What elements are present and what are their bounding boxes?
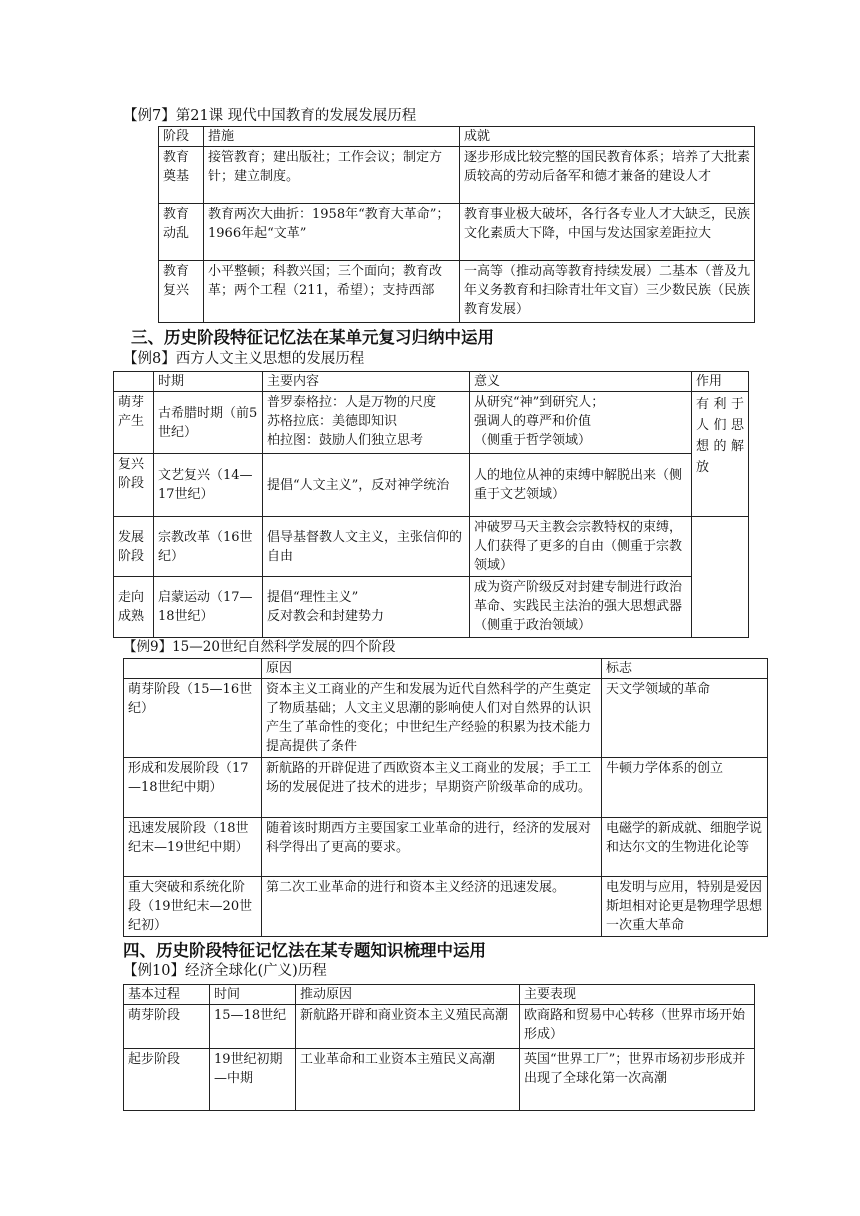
table-row (124, 1049, 755, 1111)
header-cell (124, 659, 262, 679)
example-9-title: 【例9】15—20世纪自然科学发展的四个阶段 (123, 639, 396, 655)
content-cell: 提倡“人文主义”，反对神学统治 (263, 454, 470, 517)
process-cell: 萌芽阶段 (124, 1005, 210, 1049)
cause-cell: 第二次工业革命的进行和资本主义经济的迅速发展。 (262, 877, 602, 937)
table-row (124, 758, 768, 818)
table-row (159, 204, 755, 261)
header-cell: 时间 (210, 985, 296, 1005)
table-header-row (124, 985, 755, 1005)
example-10-title: 【例10】经济全球化(广义)历程 (123, 963, 327, 979)
stage-cell: 重大突破和系统化阶段（19世纪末—20世纪初） (124, 877, 262, 937)
stage-cell: 走向成熟 (114, 577, 154, 638)
performance-cell: 欧商路和贸易中心转移（世界市场开始形成） (520, 1005, 755, 1049)
time-cell: 19世纪初期—中期 (210, 1049, 296, 1111)
header-cell: 推动原因 (296, 985, 520, 1005)
stage-cell: 迅速发展阶段（18世纪末—19世纪中期） (124, 818, 262, 877)
header-cell (114, 372, 154, 392)
header-cell: 成就 (460, 127, 755, 147)
table-row (124, 679, 768, 758)
achievement-cell: 一高等（推动高等教育持续发展）二基本（普及九年义务教育和扫除青壮年文盲）三少数民族（民族教育发展） (460, 261, 755, 323)
milestone-cell: 牛顿力学体系的创立 (602, 758, 768, 818)
humanism-table (113, 371, 749, 638)
period-cell: 文艺复兴（14—17世纪） (154, 454, 263, 517)
content-cell: 普罗泰格拉：人是万物的尺度 苏格拉底：美德即知识 柏拉图：鼓励人们独立思考 (263, 392, 470, 454)
table-header-row (124, 659, 768, 679)
milestone-cell: 电发明与应用，特别是爱因斯坦相对论更是物理学思想一次重大革命 (602, 877, 768, 937)
performance-cell: 英国“世界工厂”；世界市场初步形成并出现了全球化第一次高潮 (520, 1049, 755, 1111)
significance-cell: 从研究“神”到研究人； 强调人的尊严和价值 （侧重于哲学领域） (470, 392, 692, 454)
table-row (114, 392, 749, 454)
cause-cell: 资本主义工商业的产生和发展为近代自然科学的产生奠定了物质基础；人文主义思潮的影响使人们对自然界的认识产生了革命性的变化；中世纪生产经验的积累为技术能力提高提供了条件 (262, 679, 602, 758)
period-cell: 宗教改革（16世纪） (154, 517, 263, 577)
content-cell: 提倡“理性主义” 反对教会和封建势力 (263, 577, 470, 638)
table-header-row (159, 127, 755, 147)
milestone-cell: 天文学领域的革命 (602, 679, 768, 758)
table-row (124, 818, 768, 877)
achievement-cell: 逐步形成比较完整的国民教育体系；培养了大批素质较高的劳动后备军和德才兼备的建设人才 (460, 147, 755, 204)
header-cell: 主要内容 (263, 372, 470, 392)
stage-cell: 形成和发展阶段（17—18世纪中期） (124, 758, 262, 818)
cause-cell: 新航路开辟和商业资本主义殖民高潮 (296, 1005, 520, 1049)
header-cell: 阶段 (159, 127, 204, 147)
table-row (124, 1005, 755, 1049)
header-cell: 措施 (204, 127, 460, 147)
measure-cell: 接管教育；建出版社；工作会议；制定方针；建立制度。 (204, 147, 460, 204)
measure-cell: 小平整顿；科教兴国；三个面向；教育改革；两个工程（211，希望）；支持西部 (204, 261, 460, 323)
header-cell: 标志 (602, 659, 768, 679)
globalization-table (123, 984, 755, 1111)
header-cell: 原因 (262, 659, 602, 679)
section-4-heading: 四、历史阶段特征记忆法在某专题知识梳理中运用 (123, 941, 486, 960)
header-cell: 基本过程 (124, 985, 210, 1005)
significance-cell: 成为资产阶级反对封建专制进行政治革命、实践民主法治的强大思想武器（侧重于政治领域） (470, 577, 692, 638)
time-cell: 15—18世纪 (210, 1005, 296, 1049)
cause-cell: 新航路的开辟促进了西欧资本主义工商业的发展；手工工场的发展促进了技术的进步；早期资产阶级革命的成功。 (262, 758, 602, 818)
example-7-title: 【例7】第21课 现代中国教育的发展发展历程 (123, 108, 417, 124)
table-row (124, 877, 768, 937)
stage-cell: 教育复兴 (159, 261, 204, 323)
significance-cell: 冲破罗马天主教会宗教特权的束缚，人们获得了更多的自由（侧重于宗教领域） (470, 517, 692, 577)
stage-cell: 复兴阶段 (114, 454, 154, 517)
section-3-heading: 三、历史阶段特征记忆法在某单元复习归纳中运用 (131, 328, 494, 347)
significance-cell: 人的地位从神的束缚中解脱出来（侧重于文艺领域） (470, 454, 692, 517)
stage-cell: 教育奠基 (159, 147, 204, 204)
table-row (159, 147, 755, 204)
stage-cell: 发展阶段 (114, 517, 154, 577)
stage-cell: 萌芽阶段（15—16世纪） (124, 679, 262, 758)
table-row (114, 517, 749, 577)
header-cell: 时期 (154, 372, 263, 392)
science-table (123, 658, 768, 937)
table-row (114, 577, 749, 638)
table-header-row (114, 372, 749, 392)
cause-cell: 随着该时期西方主要国家工业革命的进行，经济的发展对科学得出了更高的要求。 (262, 818, 602, 877)
stage-cell: 萌芽产生 (114, 392, 154, 454)
header-cell: 作用 (692, 372, 749, 392)
measure-cell: 教育两次大曲折：1958年“教育大革命”；1966年起“文革” (204, 204, 460, 261)
role-cell-empty (692, 517, 749, 638)
role-cell: 有利于人们思想的解放 (692, 392, 749, 517)
content-cell: 倡导基督教人文主义，主张信仰的自由 (263, 517, 470, 577)
education-table (158, 126, 755, 323)
header-cell: 意义 (470, 372, 692, 392)
achievement-cell: 教育事业极大破坏，各行各专业人才大缺乏，民族文化素质大下降，中国与发达国家差距拉大 (460, 204, 755, 261)
table-row (114, 454, 749, 517)
period-cell: 古希腊时期（前5世纪） (154, 392, 263, 454)
header-cell: 主要表现 (520, 985, 755, 1005)
period-cell: 启蒙运动（17—18世纪） (154, 577, 263, 638)
milestone-cell: 电磁学的新成就、细胞学说和达尔文的生物进化论等 (602, 818, 768, 877)
example-8-title: 【例8】西方人文主义思想的发展历程 (123, 351, 365, 367)
process-cell: 起步阶段 (124, 1049, 210, 1111)
stage-cell: 教育动乱 (159, 204, 204, 261)
cause-cell: 工业革命和工业资本主殖民义高潮 (296, 1049, 520, 1111)
table-row (159, 261, 755, 323)
